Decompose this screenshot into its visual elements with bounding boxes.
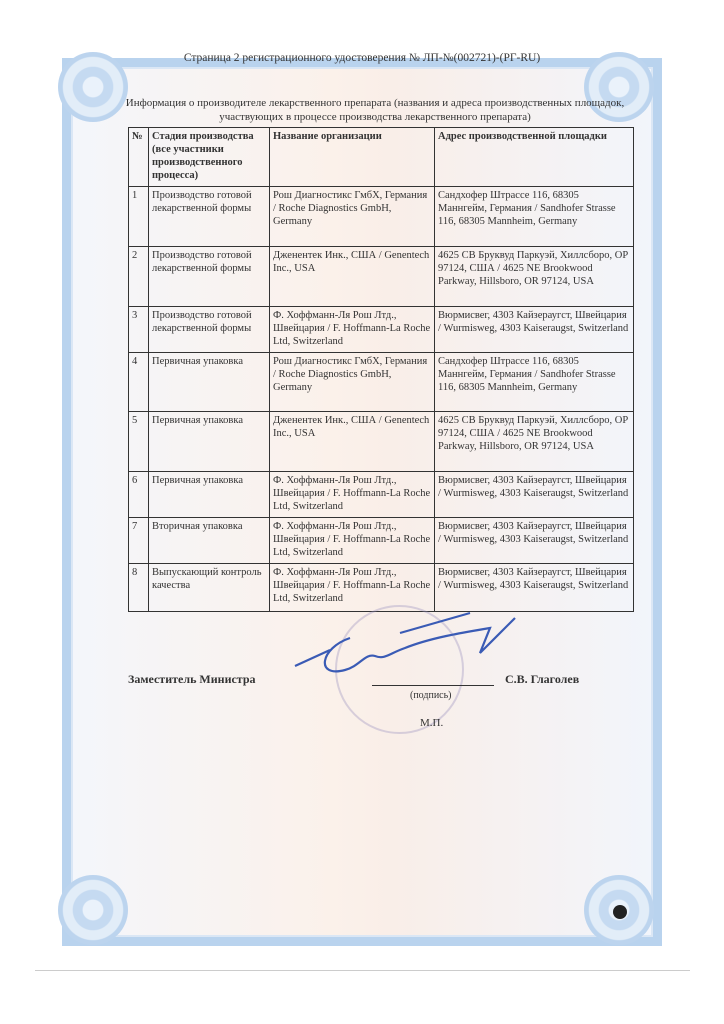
production-stage: Первичная упаковка bbox=[149, 412, 270, 472]
rosette-ornament bbox=[58, 875, 128, 945]
row-number: 7 bbox=[129, 518, 149, 564]
table-row bbox=[129, 518, 634, 564]
organization-name: Ф. Хоффманн-Ля Рош Лтд., Швейцария / F. Hoffmann-La Roche Ltd, Switzerland bbox=[270, 518, 435, 564]
row-number: 2 bbox=[129, 247, 149, 307]
table-row bbox=[129, 187, 634, 247]
row-number: 1 bbox=[129, 187, 149, 247]
page-bottom-divider bbox=[35, 970, 690, 971]
organization-name: Дженентек Инк., США / Genentech Inc., USA bbox=[270, 412, 435, 472]
col-stage: Стадия производства (все участники производственного процесса) bbox=[149, 128, 270, 187]
production-stage: Первичная упаковка bbox=[149, 353, 270, 412]
table-row bbox=[129, 353, 634, 412]
row-number: 6 bbox=[129, 472, 149, 518]
signature-image bbox=[290, 608, 525, 688]
production-stage: Производство готовой лекарственной формы bbox=[149, 307, 270, 353]
organization-name: Ф. Хоффманн-Ля Рош Лтд., Швейцария / F. Hoffmann-La Roche Ltd, Switzerland bbox=[270, 472, 435, 518]
site-address: 4625 СВ Бруквуд Паркуэй, Хиллсборо, ОР 97124, США / 4625 NE Brookwood Parkway, Hillsboro, OR 97124, USA bbox=[435, 247, 634, 307]
organization-name: Ф. Хоффманн-Ля Рош Лтд., Швейцария / F. Hoffmann-La Roche Ltd, Switzerland bbox=[270, 307, 435, 353]
table-row bbox=[129, 307, 634, 353]
page-header: Страница 2 регистрационного удостоверения № ЛП-№(002721)-(РГ-RU) bbox=[183, 52, 541, 64]
organization-name: Рош Диагностикс ГмбХ, Германия / Roche Diagnostics GmbH, Germany bbox=[270, 187, 435, 247]
table-row bbox=[129, 472, 634, 518]
signature-line bbox=[372, 685, 494, 686]
signatory-title: Заместитель Министра bbox=[128, 672, 256, 686]
production-stage: Первичная упаковка bbox=[149, 472, 270, 518]
row-number: 5 bbox=[129, 412, 149, 472]
table-row bbox=[129, 247, 634, 307]
site-address: Вюрмисвег, 4303 Кайзераугст, Швейцария / Wurmisweg, 4303 Kaiseraugst, Switzerland bbox=[435, 472, 634, 518]
production-stage: Вторичная упаковка bbox=[149, 518, 270, 564]
signatory-name: С.В. Глаголев bbox=[505, 672, 580, 686]
col-address: Адрес производственной площадки bbox=[435, 128, 634, 187]
site-address: Вюрмисвег, 4303 Кайзераугст, Швейцария / Wurmisweg, 4303 Kaiseraugst, Switzerland bbox=[435, 307, 634, 353]
production-stage: Выпускающий контроль качества bbox=[149, 564, 270, 612]
row-number: 4 bbox=[129, 353, 149, 412]
section-title: Информация о производителе лекарственного препарата (названия и адреса производственных площадок, участвующих в процессе производства лекарственного препарата) bbox=[125, 97, 625, 123]
site-address: Вюрмисвег, 4303 Кайзераугст, Швейцария / Wurmisweg, 4303 Kaiseraugst, Switzerland bbox=[435, 518, 634, 564]
site-address: Вюрмисвег, 4303 Кайзераугст, Швейцария / Wurmisweg, 4303 Kaiseraugst, Switzerland bbox=[435, 564, 634, 612]
production-stage: Производство готовой лекарственной формы bbox=[149, 187, 270, 247]
organization-name: Дженентек Инк., США / Genentech Inc., USA bbox=[270, 247, 435, 307]
row-number: 8 bbox=[129, 564, 149, 612]
site-address: Сандхофер Штрассе 116, 68305 Маннгейм, Германия / Sandhofer Strasse 116, 68305 Mannheim, Germany bbox=[435, 353, 634, 412]
production-stage: Производство готовой лекарственной формы bbox=[149, 247, 270, 307]
manufacturers-table bbox=[128, 127, 634, 612]
table-row bbox=[129, 564, 634, 612]
site-address: Сандхофер Штрассе 116, 68305 Маннгейм, Германия / Sandhofer Strasse 116, 68305 Mannheim, Germany bbox=[435, 187, 634, 247]
row-number: 3 bbox=[129, 307, 149, 353]
seal-place-label: М.П. bbox=[420, 717, 444, 729]
site-address: 4625 СВ Бруквуд Паркуэй, Хиллсборо, ОР 97124, США / 4625 NE Brookwood Parkway, Hillsboro, OR 97124, USA bbox=[435, 412, 634, 472]
table-header-row bbox=[129, 128, 634, 187]
col-organization: Название организации bbox=[270, 128, 435, 187]
hole-punch-mark bbox=[613, 905, 627, 919]
organization-name: Ф. Хоффманн-Ля Рош Лтд., Швейцария / F. Hoffmann-La Roche Ltd, Switzerland bbox=[270, 564, 435, 612]
table-row bbox=[129, 412, 634, 472]
col-number: № bbox=[129, 128, 149, 187]
signature-caption: (подпись) bbox=[410, 690, 452, 701]
organization-name: Рош Диагностикс ГмбХ, Германия / Roche Diagnostics GmbH, Germany bbox=[270, 353, 435, 412]
